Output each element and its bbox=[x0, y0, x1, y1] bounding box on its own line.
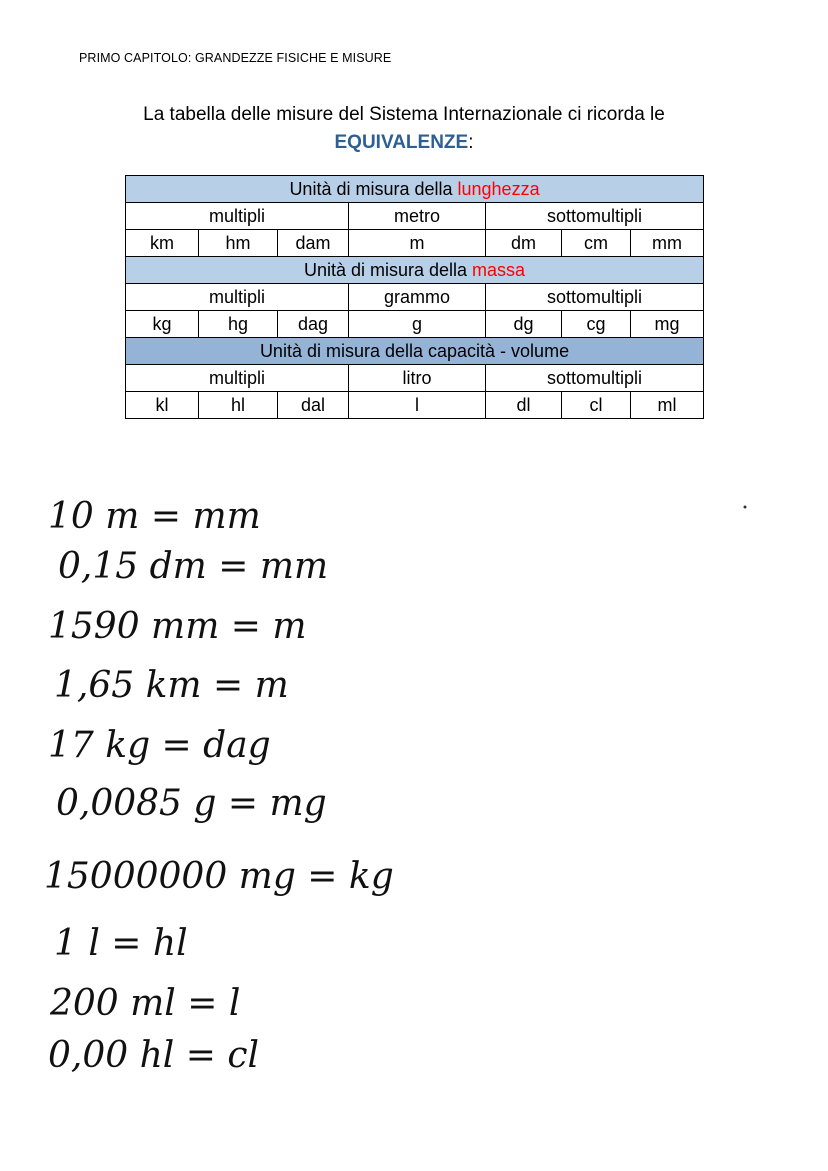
intro-line: La tabella delle misure del Sistema Internazionale ci ricorda le bbox=[143, 104, 665, 125]
mass-submultiples: sottomultipli bbox=[486, 284, 704, 311]
length-title-prefix: Unità di misura della bbox=[289, 179, 458, 199]
unit-cell: kl bbox=[126, 392, 199, 419]
exercise-line: 200 ml = l bbox=[50, 983, 241, 1024]
capacity-title: Unità di misura della capacità - volume bbox=[126, 338, 704, 365]
exercise-line: 10 m = mm bbox=[48, 496, 261, 537]
length-submultiples: sottomultipli bbox=[486, 203, 704, 230]
unit-cell: m bbox=[349, 230, 486, 257]
capacity-multiples: multipli bbox=[126, 365, 349, 392]
mass-base: grammo bbox=[349, 284, 486, 311]
unit-cell: dl bbox=[486, 392, 562, 419]
exercise-line: 0,0085 g = mg bbox=[56, 783, 327, 824]
mass-title-prefix: Unità di misura della bbox=[303, 260, 473, 280]
exercise-line: 17 kg = dag bbox=[48, 725, 271, 766]
exercise-line: 0,15 dm = mm bbox=[58, 546, 329, 587]
exercise-line: 0,00 hl = cl bbox=[48, 1035, 260, 1076]
unit-cell: dm bbox=[486, 230, 562, 257]
stray-mark bbox=[744, 506, 747, 509]
capacity-submultiples: sottomultipli bbox=[486, 365, 704, 392]
exercise-line: 15000000 mg = kg bbox=[44, 856, 394, 897]
unit-cell: dg bbox=[486, 311, 562, 338]
capacity-base: litro bbox=[349, 365, 486, 392]
length-title-highlight: lunghezza bbox=[457, 179, 540, 199]
page-header: PRIMO CAPITOLO: GRANDEZZE FISICHE E MISURE bbox=[79, 51, 392, 65]
unit-cell: cm bbox=[562, 230, 631, 257]
unit-cell: hg bbox=[199, 311, 278, 338]
unit-cell: dag bbox=[278, 311, 349, 338]
unit-cell: g bbox=[349, 311, 486, 338]
unit-cell: hm bbox=[199, 230, 278, 257]
unit-cell: l bbox=[349, 392, 486, 419]
mass-title-highlight: massa bbox=[472, 260, 526, 280]
unit-cell: cg bbox=[562, 311, 631, 338]
intro-keyword: EQUIVALENZE bbox=[334, 132, 469, 153]
length-base: metro bbox=[349, 203, 486, 230]
unit-cell: hl bbox=[199, 392, 278, 419]
exercise-line: 1,65 km = m bbox=[54, 665, 289, 706]
unit-cell: ml bbox=[631, 392, 704, 419]
exercise-line: 1590 mm = m bbox=[48, 606, 307, 647]
length-multiples: multipli bbox=[126, 203, 349, 230]
unit-cell: cl bbox=[562, 392, 631, 419]
exercise-line: 1 l = hl bbox=[54, 923, 188, 964]
unit-cell: dal bbox=[278, 392, 349, 419]
unit-cell: mg bbox=[631, 311, 704, 338]
intro-colon: : bbox=[468, 132, 474, 153]
mass-multiples: multipli bbox=[126, 284, 349, 311]
unit-cell: kg bbox=[126, 311, 199, 338]
unit-cell: km bbox=[126, 230, 199, 257]
unit-cell: mm bbox=[631, 230, 704, 257]
unit-cell: dam bbox=[278, 230, 349, 257]
